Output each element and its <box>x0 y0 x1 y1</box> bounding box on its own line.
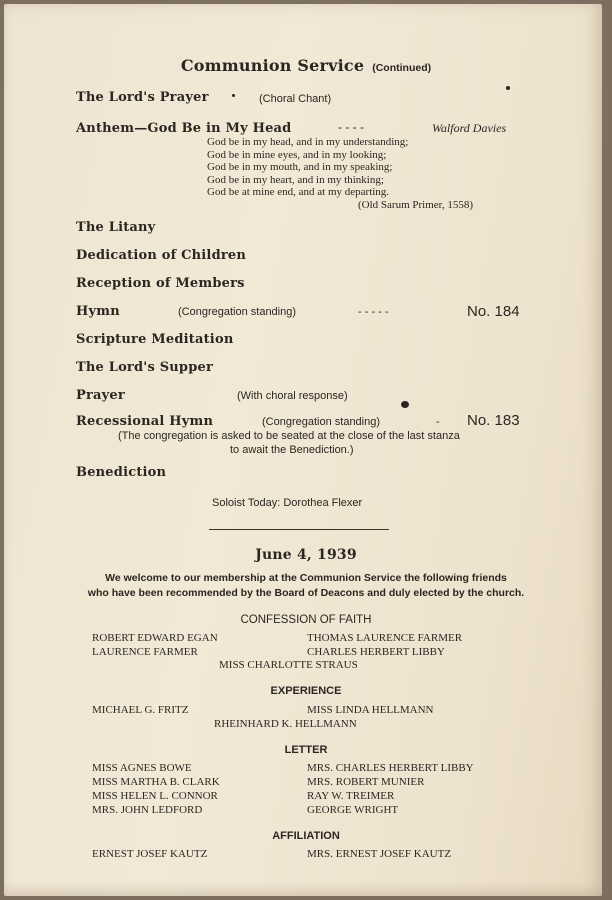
anthem-dashes: - - - - <box>338 120 364 134</box>
anthem-title: Anthem—God Be in My Head <box>76 121 292 136</box>
recessional-instruction-2: to await the Benediction.) <box>230 444 354 456</box>
letter-right-column <box>307 761 474 817</box>
recessional-number: No. 183 <box>467 412 520 429</box>
recessional-instruction-1: (The congregation is asked to be seated at the close of the last stanza <box>118 430 460 442</box>
lyric-line: God be in mine eyes, and in my looking; <box>207 148 387 161</box>
hymn-heading: Hymn <box>76 304 120 319</box>
lyric-line: God be in my heart, and in my thinking; <box>207 173 384 186</box>
benediction-heading: Benediction <box>76 465 167 480</box>
member-name: LAURENCE FARMER <box>92 646 198 658</box>
member-name: MRS. ROBERT MUNIER <box>307 776 425 788</box>
member-name: RAY W. TREIMER <box>307 790 395 802</box>
hymn-note: (Congregation standing) <box>178 306 297 318</box>
meditation-heading: Scripture Meditation <box>76 332 234 347</box>
member-name: MRS. CHARLES HERBERT LIBBY <box>307 762 474 774</box>
reception-heading: Reception of Members <box>76 276 245 291</box>
member-name: MISS LINDA HELLMANN <box>307 704 434 716</box>
recessional-dash: - <box>436 416 440 428</box>
ink-blot <box>401 401 409 408</box>
member-name: MISS HELEN L. CONNOR <box>92 790 218 802</box>
member-name: MISS AGNES BOWE <box>92 762 192 774</box>
anthem-source: (Old Sarum Primer, 1558) <box>358 199 474 211</box>
litany-heading: The Litany <box>76 220 156 235</box>
title-main: Communion Service <box>180 56 365 75</box>
lyric-line: God be in my head, and in my understanding; <box>207 136 409 148</box>
ink-speck <box>232 94 235 97</box>
member-name: MICHAEL G. FRITZ <box>92 704 189 716</box>
ink-speck <box>506 86 510 90</box>
member-name: RHEINHARD K. HELLMANN <box>214 718 357 730</box>
prayer-heading: Prayer <box>76 388 125 403</box>
section-heading-letter: LETTER <box>284 744 328 756</box>
member-name: ERNEST JOSEF KAUTZ <box>92 848 208 860</box>
member-name: MRS. JOHN LEDFORD <box>92 804 203 816</box>
page-title <box>0 56 612 76</box>
lords-prayer-note: (Choral Chant) <box>259 93 332 105</box>
member-name: MISS MARTHA B. CLARK <box>92 776 220 788</box>
section-heading-confession: CONFESSION OF FAITH <box>240 614 372 626</box>
divider <box>209 529 389 530</box>
section-heading-affiliation: AFFILIATION <box>272 830 340 842</box>
hymn-number: No. 184 <box>467 303 520 320</box>
member-name: MRS. ERNEST JOSEF KAUTZ <box>307 848 452 860</box>
anthem-composer: Walford Davies <box>432 121 507 135</box>
recessional-note: (Congregation standing) <box>262 416 381 428</box>
member-name: THOMAS LAURENCE FARMER <box>307 632 463 644</box>
supper-heading: The Lord's Supper <box>76 360 214 375</box>
welcome-line-1: We welcome to our membership at the Communion Service the following friends <box>105 572 507 584</box>
lyric-line: God be in my mouth, and in my speaking; <box>207 161 393 173</box>
member-name: ROBERT EDWARD EGAN <box>92 632 218 644</box>
title-note: (Continued) <box>372 62 432 74</box>
anthem-lyrics <box>207 136 408 199</box>
section-heading-experience: EXPERIENCE <box>270 685 342 697</box>
member-name: MISS CHARLOTTE STRAUS <box>219 659 358 671</box>
lyric-line: God be at mine end, and at my departing. <box>207 186 390 198</box>
recessional-heading: Recessional Hymn <box>76 414 214 429</box>
prayer-note: (With choral response) <box>237 390 348 402</box>
soloist-line: Soloist Today: Dorothea Flexer <box>212 497 363 509</box>
anthem-heading <box>76 119 291 137</box>
member-name: CHARLES HERBERT LIBBY <box>307 646 445 658</box>
hymn-dashes: - - - - - <box>358 306 389 318</box>
confession-right-column <box>307 631 462 659</box>
letter-left-column <box>92 761 220 817</box>
lords-prayer-heading: The Lord's Prayer <box>76 90 209 105</box>
confession-left-column <box>92 631 218 659</box>
welcome-line-2: who have been recommended by the Board of Deacons and duly elected by the church. <box>87 587 525 599</box>
service-date: June 4, 1939 <box>255 547 357 563</box>
dedication-heading: Dedication of Children <box>76 248 247 263</box>
member-name: GEORGE WRIGHT <box>307 804 399 816</box>
